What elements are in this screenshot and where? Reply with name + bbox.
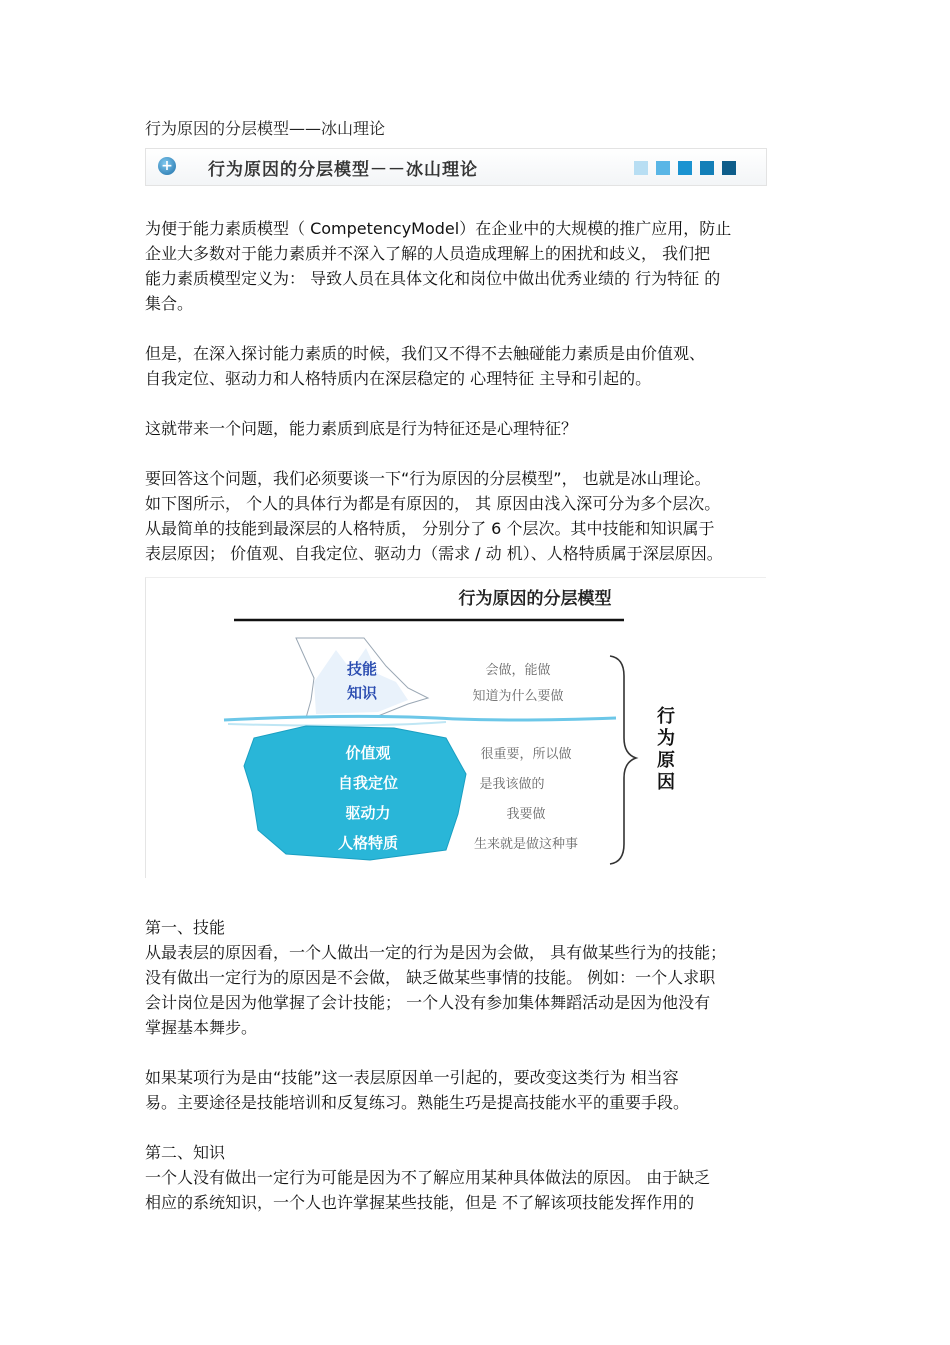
- paragraph-iceberg-intro: [145, 466, 810, 566]
- text-line: 如果某项行为是由“技能”这一表层原因单一引起的，要改变这类行为 相当容: [145, 1068, 679, 1087]
- water-line: [224, 716, 616, 720]
- text-line: 如下图所示， 个人的具体行为都是有原因的， 其 原因由浅入深可分为多个层次。: [145, 494, 721, 513]
- text-line: 相应的系统知识，一个人也许掌握某些技能，但是 不了解该项技能发挥作用的: [145, 1193, 695, 1212]
- curly-brace: [610, 656, 636, 864]
- water-line-shadow: [228, 722, 446, 726]
- text-line: 从最表层的原因看，一个人做出一定的行为是因为会做， 具有做某些行为的技能；: [145, 943, 727, 962]
- banner-square-3: [678, 161, 692, 175]
- text-line: 会计岗位是因为他掌握了会计技能； 一个人没有参加集体舞蹈活动是因为他没有: [145, 993, 711, 1012]
- text-line: 易。主要途径是技能培训和反复练习。熟能生巧是提高技能水平的重要手段。: [145, 1093, 690, 1112]
- brace-label-char-4: 因: [657, 772, 675, 793]
- paragraph-definition: [145, 216, 810, 316]
- iceberg-diagram-svg: [146, 578, 766, 878]
- text-line: 为便于能力素质模型（ CompetencyModel）在企业中的大规模的推广应用，防止: [145, 219, 732, 238]
- layer-label-values: 价值观: [345, 744, 391, 762]
- paragraph-skill-change: [145, 1065, 810, 1115]
- text-line: 但是，在深入探讨能力素质的时候，我们又不得不去触碰能力素质是由价值观、: [145, 344, 706, 363]
- diagram-title: 行为原因的分层模型: [458, 589, 612, 609]
- text-line: 第一、技能: [145, 918, 226, 937]
- text-line: 第二、知识: [145, 1143, 226, 1162]
- section-banner: [145, 148, 767, 186]
- text-line: 要回答这个问题，我们必须要谈一下“行为原因的分层模型”， 也就是冰山理论。: [145, 469, 711, 488]
- text-line: 集合。: [145, 294, 194, 313]
- banner-square-1: [634, 161, 648, 175]
- brace-label-char-1: 行: [657, 706, 675, 727]
- text-line: 自我定位、驱动力和人格特质内在深层稳定的 心理特征 主导和引起的。: [145, 369, 652, 388]
- desc-personality: 生来就是做这种事: [473, 837, 579, 852]
- desc-self-positioning: 是我该做的: [479, 777, 545, 792]
- desc-knowledge: 知道为什么要做: [472, 689, 564, 704]
- layer-label-personality: 人格特质: [337, 834, 399, 852]
- desc-drive: 我要做: [506, 807, 546, 822]
- banner-square-4: [700, 161, 714, 175]
- paragraph-knowledge: [145, 1140, 810, 1215]
- text-line: 这就带来一个问题，能力素质到底是行为特征还是心理特征？: [145, 419, 578, 438]
- paragraph-psychology: [145, 341, 810, 391]
- brace-label-char-3: 原: [657, 750, 675, 771]
- paragraph-skill: [145, 915, 810, 1040]
- expand-plus-icon[interactable]: +: [158, 157, 176, 175]
- text-line: 能力素质模型定义为： 导致人员在具体文化和岗位中做出优秀业绩的 行为特征 的: [145, 269, 721, 288]
- text-line: 没有做出一定行为的原因是不会做， 缺乏做某些事情的技能。 例如：一个人求职: [145, 968, 716, 987]
- banner-title: 行为原因的分层模型－－冰山理论: [208, 160, 478, 180]
- text-line: 一个人没有做出一定行为可能是因为不了解应用某种具体做法的原因。 由于缺乏: [145, 1168, 711, 1187]
- desc-values: 很重要，所以做: [480, 747, 572, 762]
- text-line: 企业大多数对于能力素质并不深入了解的人员造成理解上的困扰和歧义， 我们把: [145, 244, 711, 263]
- document-title: 行为原因的分层模型——冰山理论: [145, 119, 386, 138]
- text-line: 掌握基本舞步。: [145, 1018, 258, 1037]
- brace-label-char-2: 为: [657, 728, 675, 749]
- layer-label-skill: 技能: [346, 660, 378, 678]
- banner-square-2: [656, 161, 670, 175]
- layer-label-drive: 驱动力: [345, 804, 391, 822]
- desc-skill: 会做，能做: [485, 663, 551, 678]
- banner-square-5: [722, 161, 736, 175]
- text-line: 表层原因； 价值观、自我定位、驱动力（需求 / 动 机）、人格特质属于深层原因。: [145, 544, 723, 563]
- layer-label-self-positioning: 自我定位: [337, 774, 399, 792]
- text-line: 从最简单的技能到最深层的人格特质， 分别分了 6 个层次。其中技能和知识属于: [145, 519, 715, 538]
- paragraph-question: [145, 416, 810, 441]
- iceberg-diagram: [145, 577, 766, 878]
- layer-label-knowledge: 知识: [346, 684, 378, 702]
